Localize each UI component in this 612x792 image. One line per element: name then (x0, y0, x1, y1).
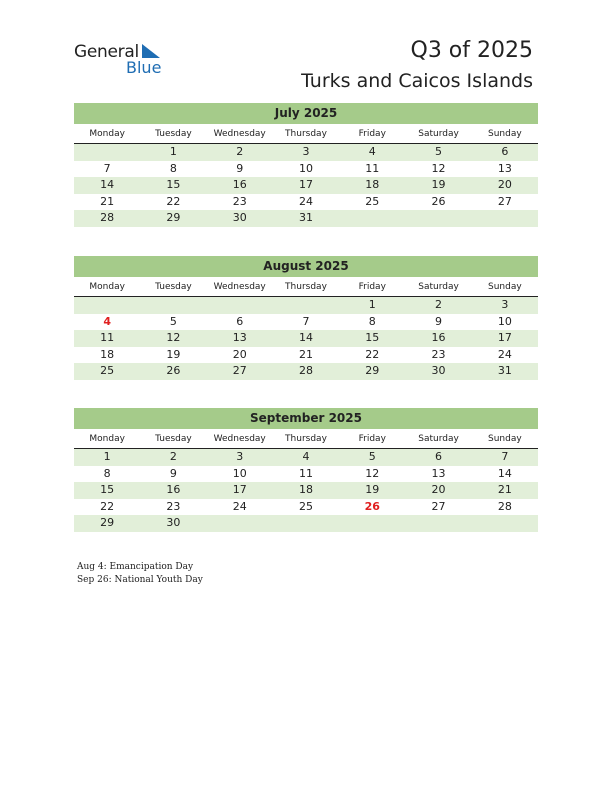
day-cell (472, 210, 538, 227)
day-cell: 5 (435, 145, 443, 158)
day-cell (405, 515, 471, 532)
day-cell: 14 (298, 331, 313, 344)
holiday-notes (77, 561, 203, 586)
day-cell: 16 (166, 483, 181, 496)
day-cell (140, 297, 206, 314)
day-cell: 20 (497, 178, 512, 191)
weekday-label: Friday (358, 434, 386, 444)
day-cell: 18 (365, 178, 380, 191)
day-cell: 11 (298, 466, 313, 480)
day-cell: 21 (497, 483, 512, 496)
day-cell (273, 297, 339, 314)
day-cell: 6 (236, 314, 244, 328)
day-cell: 3 (501, 298, 509, 311)
holiday-day-cell: 4 (103, 314, 111, 328)
day-cell: 28 (497, 499, 512, 513)
day-cell: 25 (298, 499, 313, 513)
day-cell: 17 (298, 178, 313, 191)
day-cell: 19 (431, 178, 446, 191)
weekday-label: Monday (89, 129, 125, 139)
weekday-label: Saturday (418, 129, 459, 139)
day-cell: 5 (368, 450, 376, 463)
day-cell: 13 (497, 161, 512, 175)
day-cell: 16 (431, 331, 446, 344)
day-cell: 27 (497, 194, 512, 208)
week-row (74, 297, 538, 314)
holiday-note: Aug 4: Emancipation Day (77, 562, 194, 572)
day-cell (339, 515, 405, 532)
calendar-month-september (74, 408, 538, 532)
day-cell: 16 (232, 178, 247, 191)
day-cell: 7 (501, 450, 509, 463)
day-cell: 12 (166, 331, 181, 344)
day-cell: 12 (431, 161, 446, 175)
weekday-label: Tuesday (155, 129, 192, 139)
day-cell: 11 (365, 161, 380, 175)
day-cell: 28 (100, 211, 115, 224)
week-row (74, 161, 538, 178)
week-row (74, 194, 538, 211)
weekday-label: Saturday (418, 434, 459, 444)
month-header: July 2025 (74, 103, 538, 124)
day-cell: 27 (232, 364, 247, 377)
weekday-label: Monday (89, 434, 125, 444)
holiday-day-cell: 26 (364, 499, 380, 513)
week-row (74, 347, 538, 364)
day-cell: 1 (103, 450, 111, 463)
day-cell: 5 (169, 314, 177, 328)
day-cell (207, 297, 273, 314)
week-row (74, 144, 538, 161)
day-cell: 23 (166, 499, 181, 513)
day-cell: 18 (298, 483, 313, 496)
weekday-label: Sunday (487, 129, 522, 139)
day-cell: 9 (169, 466, 177, 480)
page-title: Q3 of 2025 (410, 38, 533, 63)
day-cell: 13 (232, 331, 247, 344)
day-cell: 31 (497, 364, 512, 377)
weekday-label: Thursday (285, 129, 327, 139)
day-cell: 2 (169, 450, 177, 463)
calendar-month-august (74, 256, 538, 380)
day-cell: 14 (100, 178, 115, 191)
day-cell (74, 297, 140, 314)
day-cell: 21 (100, 194, 115, 208)
day-cell: 29 (166, 211, 181, 224)
day-cell: 25 (365, 194, 380, 208)
weekday-label: Tuesday (155, 434, 192, 444)
weekday-label: Wednesday (213, 434, 266, 444)
day-cell: 25 (100, 364, 115, 377)
day-cell (273, 515, 339, 532)
day-cell: 11 (100, 331, 115, 344)
week-row (74, 177, 538, 194)
month-header: September 2025 (74, 408, 538, 429)
day-cell (339, 210, 405, 227)
day-cell: 2 (435, 298, 443, 311)
day-cell: 1 (368, 298, 376, 311)
day-cell: 31 (298, 211, 313, 224)
day-cell: 30 (232, 211, 247, 224)
weeks (74, 449, 538, 532)
week-row (74, 515, 538, 532)
day-cell: 29 (365, 364, 380, 377)
day-cell: 9 (236, 161, 244, 175)
weekday-label: Friday (358, 129, 386, 139)
day-cell: 24 (298, 194, 313, 208)
weekday-header-row (74, 281, 538, 297)
day-cell: 21 (298, 347, 313, 361)
day-cell: 13 (431, 466, 446, 480)
day-cell: 22 (365, 347, 380, 361)
day-cell: 10 (497, 314, 512, 328)
weekday-header-row (74, 128, 538, 144)
day-cell: 23 (431, 347, 446, 361)
day-cell: 6 (435, 450, 443, 463)
day-cell: 22 (166, 194, 181, 208)
day-cell: 24 (232, 499, 247, 513)
weeks (74, 297, 538, 380)
day-cell: 28 (298, 364, 313, 377)
week-row (74, 330, 538, 347)
day-cell: 26 (166, 364, 181, 377)
day-cell: 7 (103, 161, 111, 175)
day-cell: 30 (166, 516, 181, 529)
weekday-label: Friday (358, 282, 386, 292)
day-cell: 27 (431, 499, 446, 513)
weekday-label: Tuesday (155, 282, 192, 292)
day-cell: 19 (166, 347, 181, 361)
logo-blue-text: Blue (126, 58, 162, 77)
weekday-label: Monday (89, 282, 125, 292)
day-cell: 18 (100, 347, 115, 361)
day-cell: 6 (501, 145, 509, 158)
day-cell (207, 515, 273, 532)
month-header: August 2025 (74, 256, 538, 277)
week-row (74, 466, 538, 483)
week-row (74, 449, 538, 466)
holiday-note: Sep 26: National Youth Day (77, 574, 203, 585)
weekday-label: Saturday (418, 282, 459, 292)
day-cell: 26 (431, 194, 446, 208)
day-cell: 17 (497, 331, 512, 344)
day-cell: 12 (365, 466, 380, 480)
weekday-label: Thursday (285, 282, 327, 292)
week-row (74, 363, 538, 380)
day-cell: 10 (298, 161, 313, 175)
day-cell: 8 (103, 466, 111, 480)
weekday-label: Thursday (285, 434, 327, 444)
day-cell: 8 (169, 161, 177, 175)
day-cell: 9 (435, 314, 443, 328)
calendar-month-july (74, 103, 538, 227)
day-cell: 17 (232, 483, 247, 496)
day-cell: 15 (365, 331, 380, 344)
week-row (74, 499, 538, 516)
day-cell: 22 (100, 499, 115, 513)
week-row (74, 314, 538, 331)
logo-general-text: General (74, 42, 139, 62)
weekday-label: Wednesday (213, 129, 266, 139)
day-cell (405, 210, 471, 227)
week-row (74, 482, 538, 499)
day-cell: 15 (100, 483, 115, 496)
day-cell: 30 (431, 364, 446, 377)
day-cell: 3 (302, 145, 310, 158)
weekday-label: Sunday (487, 282, 522, 292)
day-cell: 3 (236, 450, 244, 463)
day-cell: 7 (302, 314, 310, 328)
day-cell (472, 515, 538, 532)
page-subtitle: Turks and Caicos Islands (301, 70, 533, 92)
day-cell: 24 (497, 347, 512, 361)
day-cell: 4 (302, 450, 310, 463)
day-cell: 15 (166, 178, 181, 191)
weekday-label: Sunday (487, 434, 522, 444)
day-cell: 8 (368, 314, 376, 328)
day-cell: 29 (100, 516, 115, 529)
day-cell: 1 (169, 145, 177, 158)
day-cell: 10 (232, 466, 247, 480)
day-cell: 20 (431, 483, 446, 496)
day-cell: 23 (232, 194, 247, 208)
day-cell: 4 (368, 145, 376, 158)
day-cell: 14 (497, 466, 512, 480)
day-cell: 19 (365, 483, 380, 496)
logo (74, 42, 174, 78)
day-cell: 2 (236, 145, 244, 158)
week-row (74, 210, 538, 227)
day-cell: 20 (232, 347, 247, 361)
day-cell (74, 144, 140, 161)
weeks (74, 144, 538, 227)
weekday-header-row (74, 433, 538, 449)
weekday-label: Wednesday (213, 282, 266, 292)
